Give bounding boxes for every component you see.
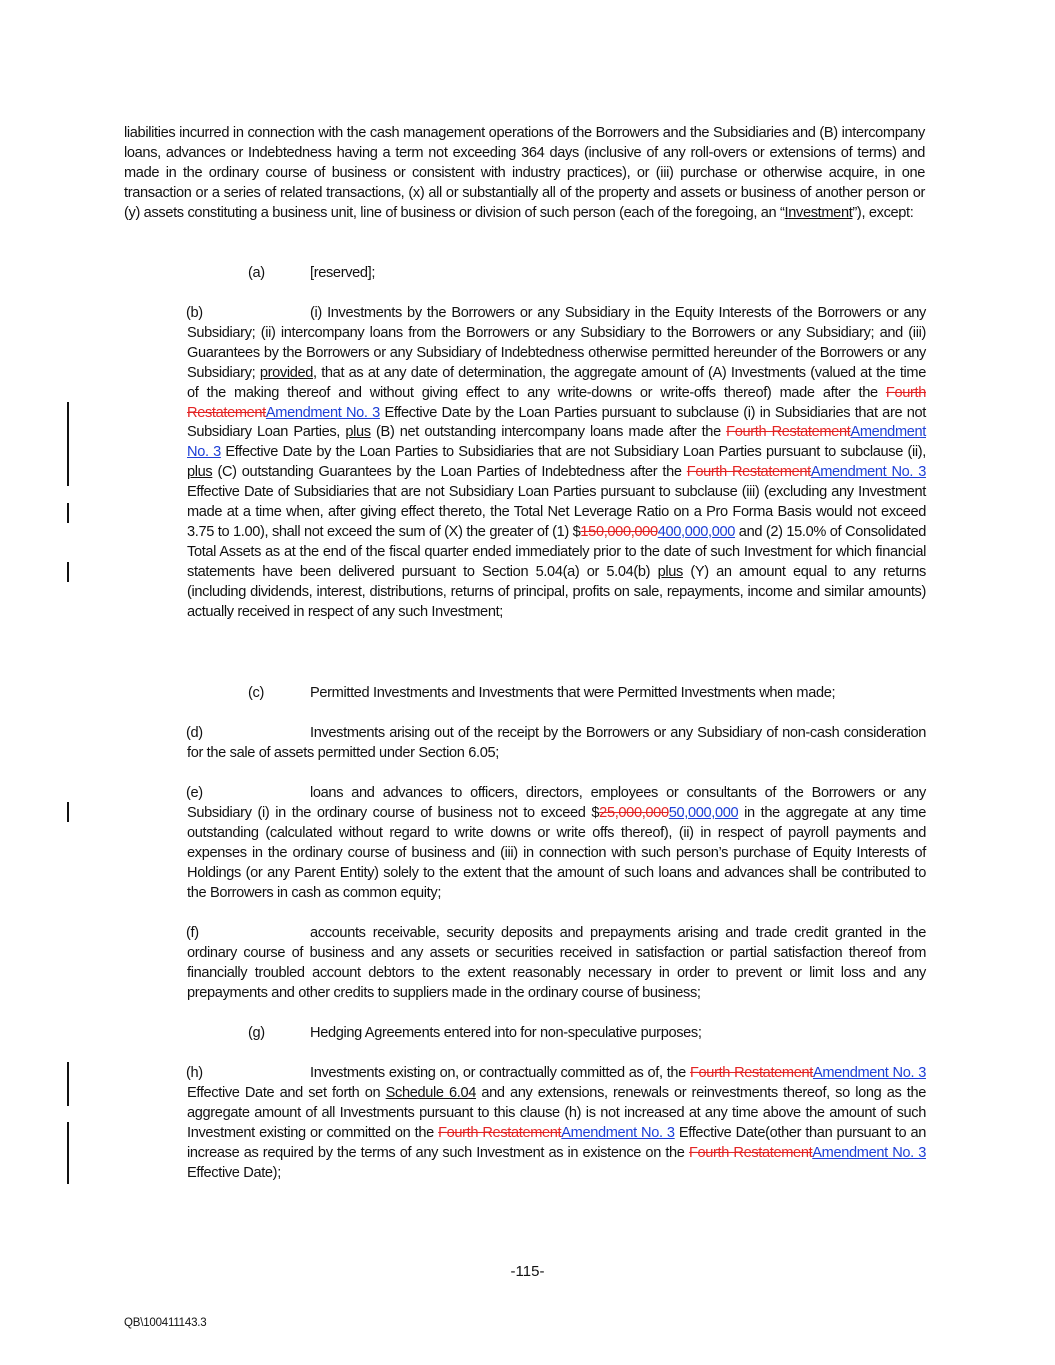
clause-d-label: (d) — [186, 725, 203, 741]
plus-term: plus — [187, 464, 213, 481]
deleted-text: 25,000,000 — [599, 804, 669, 821]
inserted-text: Amendment No. 3 — [812, 1065, 926, 1081]
intro-end: ”), except: — [852, 204, 914, 221]
clause-b-text: Effective Date by the Loan Parties to Subsidiaries that are not Subsidiary Loan Parties pursuant to subclause (ii), — [225, 444, 926, 461]
plus-term: plus — [657, 563, 683, 580]
change-bar — [67, 562, 69, 582]
clause-h-text: Effective Date(other than pursuant to an increase as required by the terms of any such Investment as in existence on the — [187, 1124, 926, 1161]
clause-h-text: Effective Date and set forth on — [187, 1084, 381, 1101]
clause-b-text: (Y) an amount equal to any returns (including dividends, interest, distributions, returns of principal, profits on sale, repayments, income and similar amounts) actually received in respect of any such Investment; — [187, 563, 927, 620]
clause-h-text: and any extensions, renewals or reinvestments thereof, so long as the aggregate amount of all Investments pursuant to this clause (h) is not increased at any time above the amount of such Investment existing or committed on the — [187, 1084, 926, 1141]
change-bar — [67, 1122, 69, 1184]
clause-b-text: (C) outstanding Guarantees by the Loan Parties of Indebtedness after the — [217, 464, 682, 481]
clause-g-text: Hedging Agreements entered into for non-speculative purposes; — [310, 1025, 702, 1041]
document-id: QB\100411143.3 — [124, 1317, 207, 1329]
clause-b-text: , that as at any date of determination, the aggregate amount of (A) Investments (valued at the time of the making thereof and without giving effect to any write-downs or write-offs thereof) made after the — [187, 364, 926, 401]
deleted-text: Fourth Restatement — [688, 1144, 813, 1161]
clause-f — [187, 924, 926, 1004]
clause-e — [187, 784, 926, 903]
clause-g — [187, 1024, 926, 1044]
inserted-text: Amendment No. 3 — [265, 404, 380, 421]
deleted-text: Fourth Restatement — [726, 424, 851, 441]
inserted-text: 400,000,000 — [657, 523, 736, 540]
provided-term: provided — [259, 364, 314, 381]
schedule-reference: Schedule 6.04 — [385, 1084, 476, 1101]
clause-h-label: (h) — [186, 1065, 203, 1081]
inserted-text: Amendment No. 3 — [187, 424, 926, 461]
clause-b-text: Effective Date by the Loan Parties pursuant to subclause (i) in Subsidiaries that are not Subsidiary Loan Parties, — [187, 404, 926, 441]
change-bar — [67, 1062, 69, 1106]
defined-term-investment: Investment — [784, 204, 853, 221]
inserted-text: 50,000,000 — [668, 804, 739, 821]
clause-b-text: (B) net outstanding intercompany loans made after the — [376, 424, 721, 441]
clause-c-text: Permitted Investments and Investments that were Permitted Investments when made; — [310, 685, 836, 701]
clause-c-label: (c) — [248, 685, 264, 701]
inserted-text: Amendment No. 3 — [561, 1124, 675, 1141]
clause-a-label: (a) — [248, 265, 265, 281]
clause-d — [187, 724, 926, 764]
intro-paragraph — [124, 124, 925, 224]
page-number: -115- — [510, 1263, 545, 1280]
clause-e-label: (e) — [186, 785, 203, 801]
deleted-text: Fourth Restatement — [689, 1065, 813, 1081]
clause-f-label: (f) — [186, 925, 199, 941]
clause-e-text: loans and advances to officers, directors, employees or consultants of the Borrowers or any Subsidiary (i) in the ordinary course of business not to exceed $ — [187, 785, 926, 821]
plus-term: plus — [345, 424, 371, 441]
clause-f-text: accounts receivable, security deposits and prepayments arising and trade credit granted in the ordinary course of business and any assets or securities received in satisfaction or partial satisfaction thereof from financially troubled account debtors to the extent reasonably necessary in order to prevent or limit loss and any prepayments and other credits to suppliers made in the ordinary course of business; — [187, 925, 926, 1001]
inserted-text: Amendment No. 3 — [812, 1144, 926, 1161]
clause-b-text: and (2) 15.0% of Consolidated Total Assets as at the end of the fiscal quarter ended immediately prior to the date of such Investment for which financial statements have been delivered pursuant to Section 5.04(a) or 5.04(b) — [187, 523, 926, 580]
clause-h — [187, 1064, 926, 1183]
intro-text: liabilities incurred in connection with the cash management operations of the Borrowers and the Subsidiaries and (B) intercompany loans, advances or Indebtedness having a term not exceeding 364 days (inclusive of any roll-overs or extensions of terms) and made in the ordinary course of business or consistent with industry practices), or (iii) purchase or otherwise acquire, in one transaction or a series of related transactions, (x) all or substantially all of the property and assets or business of another person or (y) assets constituting a business unit, line of business or division of such person (each of the foregoing, an “ — [124, 125, 925, 221]
deleted-text: 150,000,000 — [580, 523, 658, 540]
change-bar — [67, 802, 69, 822]
clause-e-text: in the aggregate at any time outstanding (calculated without regard to write downs or write offs thereof), (ii) in respect of payroll payments and expenses in the ordinary course of business and (iii) in connection with such person’s purchase of Equity Interests of Holdings (or any Parent Entity) solely to the extent that the amount of such loans and advances shall be contributed to the Borrowers in cash as common equity; — [187, 804, 926, 901]
change-bar — [67, 442, 69, 486]
clause-b — [187, 304, 926, 623]
clause-b-label: (b) — [186, 305, 203, 321]
clause-b-text: (i) Investments by the Borrowers or any Subsidiary in the Equity Interests of the Borrowers or any Subsidiary; (ii) intercompany loans from the Borrowers or any Subsidiary to the Borrowers or any Subsidiary; and (iii) Guarantees by the Borrowers or any Subsidiary of Indebtedness otherwise permitted hereunder of the Borrowers or any Subsidiary; — [187, 305, 926, 381]
deleted-text: Fourth Restatement — [686, 464, 811, 481]
clause-h-text: Effective Date); — [187, 1164, 281, 1181]
clause-h-text: Investments existing on, or contractually committed as of, the — [310, 1065, 686, 1081]
change-bar — [67, 402, 69, 446]
clause-d-text: Investments arising out of the receipt by the Borrowers or any Subsidiary of non-cash consideration for the sale of assets permitted under Section 6.05; — [187, 725, 926, 761]
clause-a — [187, 264, 926, 284]
deleted-text: Fourth Restatement — [187, 384, 926, 421]
deleted-text: Fourth Restatement — [438, 1124, 562, 1141]
change-bar — [67, 503, 69, 523]
inserted-text: Amendment No. 3 — [810, 464, 927, 481]
clause-b-text: Effective Date of Subsidiaries that are not Subsidiary Loan Parties pursuant to subclause (iii) (excluding any Investment made at a time when, after giving effect thereto, the Total Net Leverage Ratio on a Pro Forma Basis would not exceed 3.75 to 1.00), shall not exceed the sum of (X) the greater of (1) $ — [187, 484, 926, 540]
clause-a-text: [reserved]; — [310, 265, 376, 281]
clause-g-label: (g) — [248, 1025, 265, 1041]
clause-c — [187, 684, 926, 704]
